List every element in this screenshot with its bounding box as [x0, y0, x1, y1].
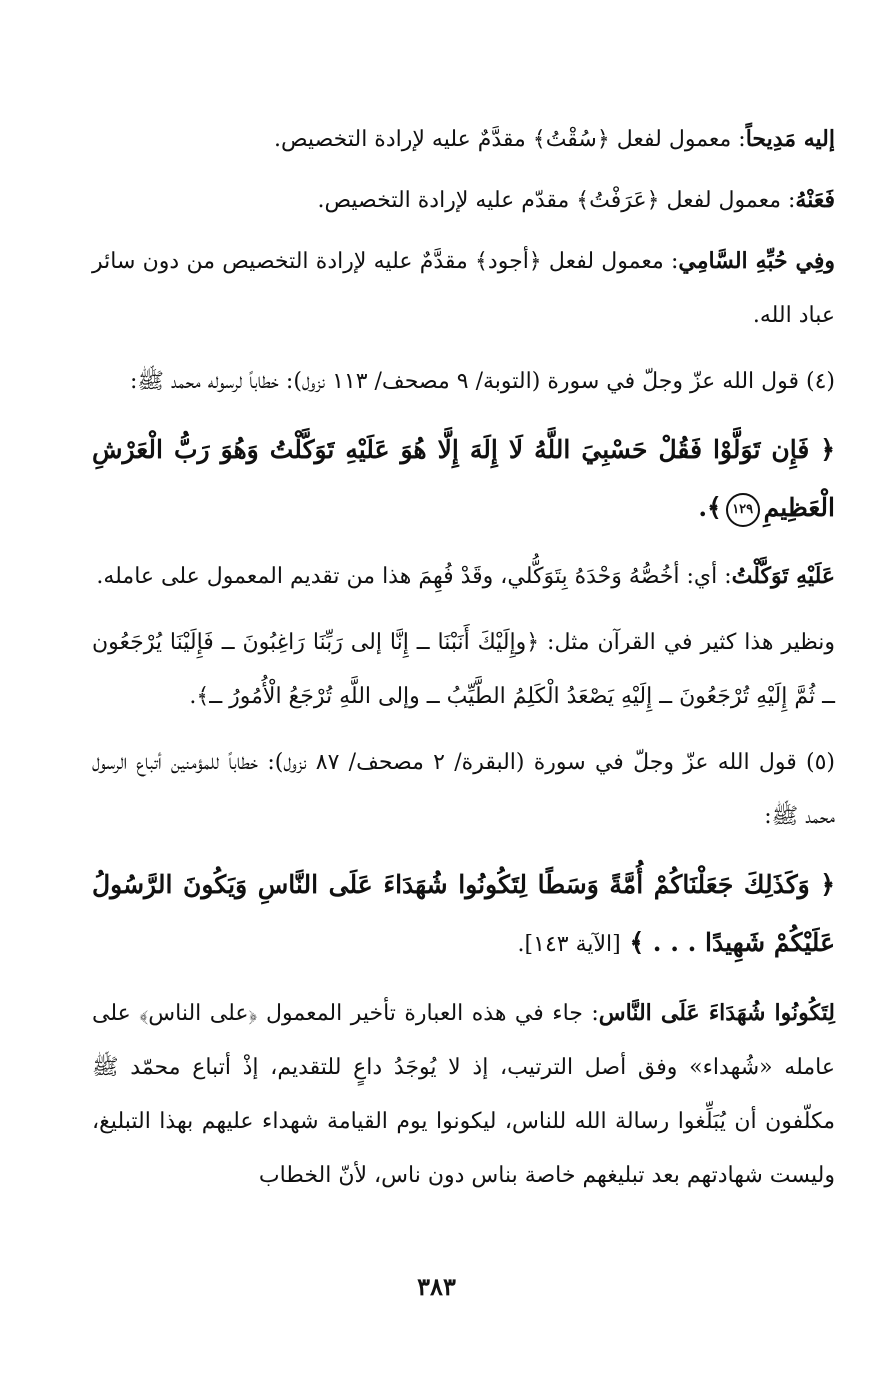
verse-text: ﴿ وَكَذَلِكَ جَعَلْنَاكُمْ أُمَّةً وَسَطًا لِتَكُونُوا شُهَدَاءَ عَلَى النَّاسِ وَيَكُونَ الرَّسُولُ عَلَيْكُمْ شَهِيدًا . . . ﴾ [92, 870, 835, 957]
term: إليه مَدِيحاً [745, 126, 835, 152]
paragraph-text: : أي: أخُصُّهُ وَحْدَهُ بِتَوَكُّلي، وقَدْ فُهِمَ هذا من تقديم المعمول على عامله. [96, 564, 732, 589]
page-number: ٣٨٣ [417, 1272, 456, 1301]
paragraph-6: ونظير هذا كثير في القرآن مثل: ﴿وإِلَيْكَ أَنَبْنَا ــ إِنَّا إلى رَبِّنَا رَاغِبُونَ ــ فَإِلَيْنَا يُرْجَعُون ــ ثُمَّ إِلَيْهِ تُرْجَعُونَ ــ إِلَيْهِ يَصْعَدُ الْكَلِمُ الطَّيِّبُ ــ وإلى اللَّهِ تُرْجَعُ الْأُمُورُ ــ﴾. [92, 630, 835, 709]
verse-end: ﴾. [698, 493, 722, 522]
paragraph-5 [92, 549, 835, 604]
paragraph-text: : معمول لفعل ﴿سُقْتُ﴾ مقدَّمٌ عليه لإرادة التخصيص. [273, 127, 746, 152]
verse-reference: [الآية ١٤٣]. [517, 932, 621, 957]
paragraph-1 [92, 112, 835, 167]
ayah-number-badge: ١٢٩ [726, 493, 760, 527]
paragraph-7: (٥) قول الله عزّ وجلّ في سورة (البقرة/ ٢ مصحف/ ٨٧ نزول): خطاباً للمؤمنين أتباع الرسول محمد ﷺ: [92, 750, 836, 829]
quran-verse-2 [92, 856, 835, 974]
paragraph-2 [92, 173, 835, 228]
verse-text: ﴿ فَإِن تَوَلَّوْا فَقُلْ حَسْبِيَ اللَّهُ لَا إِلَهَ إِلَّا هُوَ عَلَيْهِ تَوَكَّلْتُ وَهُوَ رَبُّ الْعَرْشِ الْعَظِيمِ [92, 435, 835, 522]
quran-verse-1 [92, 421, 835, 537]
paragraph-text: : جاء في هذه العبارة تأخير المعمول ﴿على الناس﴾ على عامله «شُهداء» وفق أصل الترتيب، إذ لا يُوجَدُ داعٍ للتقديم، إذْ أتباع محمّد ﷺ مكلّفون أن يُبَلِّغوا رسالة الله للناس، ليكونوا يوم القيامة شهداء عليهم بهذا التبليغ، وليست شهادتهم بعد تبليغهم خاصة بناس دون ناس، لأنّ الخطاب [92, 1001, 835, 1188]
paragraph-text: : معمول لفعل ﴿عَرَفْتُ﴾ مقدّم عليه لإرادة التخصيص. [317, 188, 796, 213]
paragraph-text: : معمول لفعل ﴿أجود﴾ مقدَّمٌ عليه لإرادة التخصيص من دون سائر عباد الله. [92, 249, 835, 328]
term: وفِي حُبِّهِ السَّامِي [678, 248, 835, 274]
term: فَعَنْهُ [795, 187, 835, 213]
paragraph-3 [92, 234, 835, 343]
paragraph-8 [92, 986, 835, 1203]
paragraph-4: (٤) قول الله عزّ وجلّ في سورة (التوبة/ ٩ مصحف/ ١١٣ نزول): خطاباً لرسوله محمد ﷺ: [130, 369, 835, 394]
term: عَلَيْهِ تَوَكَّلْتُ [731, 563, 835, 589]
term: لِتَكُونُوا شُهَدَاءَ عَلَى النَّاس [598, 1000, 835, 1026]
